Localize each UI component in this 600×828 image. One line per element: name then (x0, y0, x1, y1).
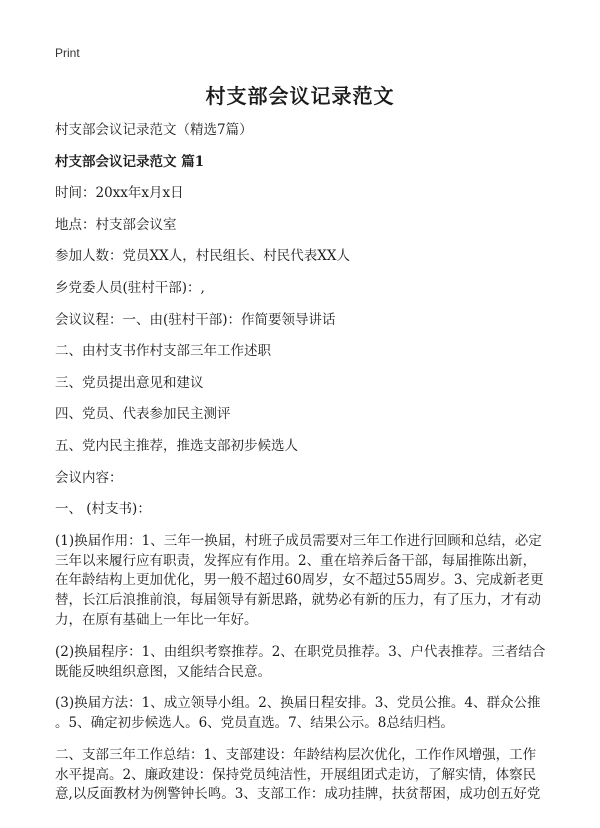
paragraph: 会议议程：一、由(驻村干部)：作简要领导讲话 (55, 311, 336, 328)
paragraph-line: 在年龄结构上更加优化，男一般不超过60周岁，女不超过55周岁。3、完成新老更 (55, 572, 544, 589)
paragraph (55, 745, 555, 804)
paragraph-line: 。5、确定初步候选人。6、党员直选。7、结果公示。8总结归档。 (55, 715, 454, 732)
print-link[interactable]: Print (55, 46, 80, 60)
paragraph-line: (3)换届方法：1、成立领导小组。2、换届日程安排。3、党员公推。4、群众公推 (55, 695, 541, 712)
paragraph: 三、党员提出意见和建议 (55, 374, 204, 391)
paragraph: 二、由村支书作村支部三年工作述职 (55, 343, 271, 360)
paragraph-line: (1)换届作用：1、三年一换届，村班子成员需要对三年工作进行回顾和总结，必定 (55, 532, 542, 549)
paragraph (55, 642, 555, 682)
paragraph (55, 531, 555, 630)
section-heading: 村支部会议记录范文 篇1 (55, 153, 205, 170)
paragraph: 时间：20xx年x月x日 (55, 185, 184, 202)
paragraph-line: 三年以来履行应有职责，发挥应有作用。2、重在培养后备干部，每届推陈出新， (55, 552, 537, 569)
paragraph: 村支部会议记录范文（精选7篇） (55, 122, 253, 138)
paragraph (55, 693, 555, 733)
paragraph: 地点：村支部会议室 (55, 216, 177, 233)
paragraph: 五、党内民主推荐，推选支部初步候选人 (55, 437, 298, 454)
paragraph: 一、 (村支书)： (55, 501, 151, 518)
paragraph-line: 替，长江后浪推前浪，每届领导有新思路，就势必有新的压力，有了压力，才有动 (55, 592, 541, 609)
document-body (55, 120, 555, 816)
paragraph: 四、党员、代表参加民主测评 (55, 406, 231, 423)
paragraph-line: 二、支部三年工作总结：1、支部建设：年龄结构层次优化，工作作风增强，工作 (55, 746, 537, 763)
paragraph-line: 既能反映组织意图，又能结合民意。 (55, 663, 271, 680)
paragraph: 乡党委人员(驻村干部)：, (55, 279, 205, 296)
paragraph-line: 水平提高。2、廉政建设：保持党员纯洁性，开展组团式走访，了解实情，体察民 (55, 766, 537, 783)
paragraph-line: (2)换届程序：1、由组织考察推荐。2、在职党员推荐。3、户代表推荐。三者结合 (55, 643, 546, 660)
paragraph-line: 意,以反面教材为例警钟长鸣。3、支部工作：成功挂牌，扶贫帮困，成功创五好党 (55, 786, 541, 803)
document-title: 村支部会议记录范文 (205, 84, 395, 108)
paragraph-line: 力，在原有基础上一年比一年好。 (55, 611, 258, 628)
paragraph: 会议内容： (55, 469, 123, 486)
paragraph: 参加人数：党员XX人，村民组长、村民代表XX人 (55, 248, 350, 265)
